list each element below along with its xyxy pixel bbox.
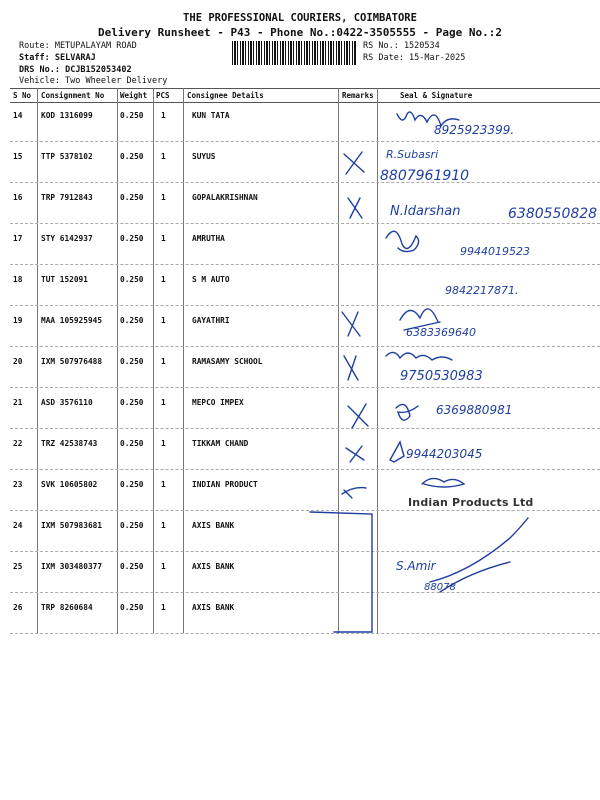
row-consignment-no: IXM 303480377 xyxy=(41,562,103,571)
row-sno: 14 xyxy=(13,111,23,120)
row-sno: 23 xyxy=(13,480,23,489)
row-consignee: KUN TATA xyxy=(192,111,230,120)
remark-cross-mark xyxy=(348,198,362,218)
row-pcs: 1 xyxy=(161,521,166,530)
row-consignee: GOPALAKRISHNAN xyxy=(192,193,258,202)
row-consignment-no: TRP 8260684 xyxy=(41,603,93,612)
handwritten-phone: 6380550828 xyxy=(508,206,598,222)
row-consignment-no: MAA 105925945 xyxy=(41,316,103,325)
row-sno: 20 xyxy=(13,357,23,366)
signature-scribble xyxy=(430,518,528,592)
row-sno: 19 xyxy=(13,316,23,325)
handwritten-phone: 9750530983 xyxy=(400,369,483,384)
row-sno: 17 xyxy=(13,234,23,243)
row-consignee: SUYUS xyxy=(192,152,216,161)
signature-scribble xyxy=(386,231,419,251)
drs-number: DCJB152053402 xyxy=(65,65,132,75)
column-header-pcs: PCS xyxy=(156,91,170,100)
row-consignee: MEPCO IMPEX xyxy=(192,398,244,407)
handwritten-phone: 9842217871. xyxy=(445,284,519,297)
handwritten-phone: 9944203045 xyxy=(406,447,483,461)
row-consignee: GAYATHRI xyxy=(192,316,230,325)
row-consignee: S M AUTO xyxy=(192,275,230,284)
row-pcs: 1 xyxy=(161,480,166,489)
row-weight: 0.250 xyxy=(120,193,144,202)
vehicle-label: Vehicle: Two Wheeler Delivery xyxy=(19,76,168,86)
row-consignment-no: STY 6142937 xyxy=(41,234,93,243)
row-sno: 25 xyxy=(13,562,23,571)
row-pcs: 1 xyxy=(161,562,166,571)
remark-check-mark xyxy=(342,488,366,498)
handwritten-phone: 8925923399. xyxy=(434,123,515,137)
staff-label: Staff: xyxy=(19,53,50,63)
remark-cross-mark xyxy=(346,446,364,462)
row-weight: 0.250 xyxy=(120,111,144,120)
row-pcs: 1 xyxy=(161,275,166,284)
remark-cross-mark xyxy=(348,404,368,428)
row-weight: 0.250 xyxy=(120,562,144,571)
row-weight: 0.250 xyxy=(120,316,144,325)
row-consignment-no: IXM 507976488 xyxy=(41,357,103,366)
row-weight: 0.250 xyxy=(120,521,144,530)
row-weight: 0.250 xyxy=(120,439,144,448)
row-consignee: AMRUTHA xyxy=(192,234,225,243)
row-weight: 0.250 xyxy=(120,603,144,612)
column-header-seal-signature: Seal & Signature xyxy=(400,91,473,100)
row-consignment-no: TUT 152091 xyxy=(41,275,88,284)
row-pcs: 1 xyxy=(161,234,166,243)
row-consignment-no: SVK 10605802 xyxy=(41,480,98,489)
row-consignee: INDIAN PRODUCT xyxy=(192,480,258,489)
rs-date: RS Date: 15-Mar-2025 xyxy=(363,53,466,63)
row-pcs: 1 xyxy=(161,193,166,202)
column-header-consignment: Consignment No xyxy=(41,91,105,100)
handwritten-phone: 9944019523 xyxy=(460,245,530,258)
row-weight: 0.250 xyxy=(120,234,144,243)
company-stamp: Indian Products Ltd xyxy=(408,496,534,509)
row-weight: 0.250 xyxy=(120,275,144,284)
row-weight: 0.250 xyxy=(120,357,144,366)
route-label: Route: METUPALAYAM ROAD xyxy=(19,41,137,51)
row-sno: 21 xyxy=(13,398,23,407)
row-sno: 18 xyxy=(13,275,23,284)
handwritten-phone: 6383369640 xyxy=(406,326,476,339)
row-pcs: 1 xyxy=(161,398,166,407)
signature-scribble xyxy=(396,404,418,420)
rs-number: RS No.: 1520534 xyxy=(363,41,440,51)
drs-label: DRS No.: xyxy=(19,65,60,75)
row-pcs: 1 xyxy=(161,111,166,120)
row-pcs: 1 xyxy=(161,316,166,325)
row-pcs: 1 xyxy=(161,152,166,161)
row-consignment-no: KOD 1316099 xyxy=(41,111,93,120)
row-sno: 24 xyxy=(13,521,23,530)
row-consignment-no: ASD 3576110 xyxy=(41,398,93,407)
company-title: THE PROFESSIONAL COURIERS, COIMBATORE xyxy=(183,12,417,24)
row-weight: 0.250 xyxy=(120,398,144,407)
row-consignment-no: TRZ 42538743 xyxy=(41,439,98,448)
row-consignee: AXIS BANK xyxy=(192,562,235,571)
signature-scribble xyxy=(390,442,404,462)
row-consignee: RAMASAMY SCHOOL xyxy=(192,357,263,366)
remark-cross-mark xyxy=(344,356,358,380)
group-bracket xyxy=(310,512,372,632)
row-pcs: 1 xyxy=(161,357,166,366)
signature-scribble xyxy=(422,478,464,487)
handwritten-name: N.Idarshan xyxy=(390,204,461,219)
signature-scribble xyxy=(386,352,452,360)
row-consignee: AXIS BANK xyxy=(192,603,235,612)
handwritten-name: S.Amir xyxy=(396,559,436,573)
row-sno: 26 xyxy=(13,603,23,612)
row-consignment-no: IXM 507983681 xyxy=(41,521,103,530)
row-consignee: TIKKAM CHAND xyxy=(192,439,249,448)
handwritten-phone: 88078 xyxy=(424,582,456,593)
column-header-sno: S No xyxy=(13,91,32,100)
staff-name: SELVARAJ xyxy=(54,53,96,63)
runsheet-title: Delivery Runsheet - P43 - Phone No.:0422-3505555 - Page No.:2 xyxy=(98,26,502,39)
handwritten-phone: 6369880981 xyxy=(436,403,513,417)
handwritten-phone: 8807961910 xyxy=(380,168,470,184)
row-pcs: 1 xyxy=(161,439,166,448)
row-consignee: AXIS BANK xyxy=(192,521,235,530)
row-pcs: 1 xyxy=(161,603,166,612)
row-consignment-no: TRP 7912843 xyxy=(41,193,93,202)
row-consignment-no: TTP 5378102 xyxy=(41,152,93,161)
remark-cross-mark xyxy=(344,152,364,174)
row-sno: 22 xyxy=(13,439,23,448)
column-header-remarks: Remarks xyxy=(342,91,374,100)
row-sno: 16 xyxy=(13,193,23,202)
column-header-consignee: Consignee Details xyxy=(187,91,264,100)
row-weight: 0.250 xyxy=(120,480,144,489)
row-weight: 0.250 xyxy=(120,152,144,161)
handwritten-name: R.Subasri xyxy=(386,148,439,161)
remark-cross-mark xyxy=(342,312,360,336)
row-sno: 15 xyxy=(13,152,23,161)
column-header-weight: Weight xyxy=(120,91,148,100)
